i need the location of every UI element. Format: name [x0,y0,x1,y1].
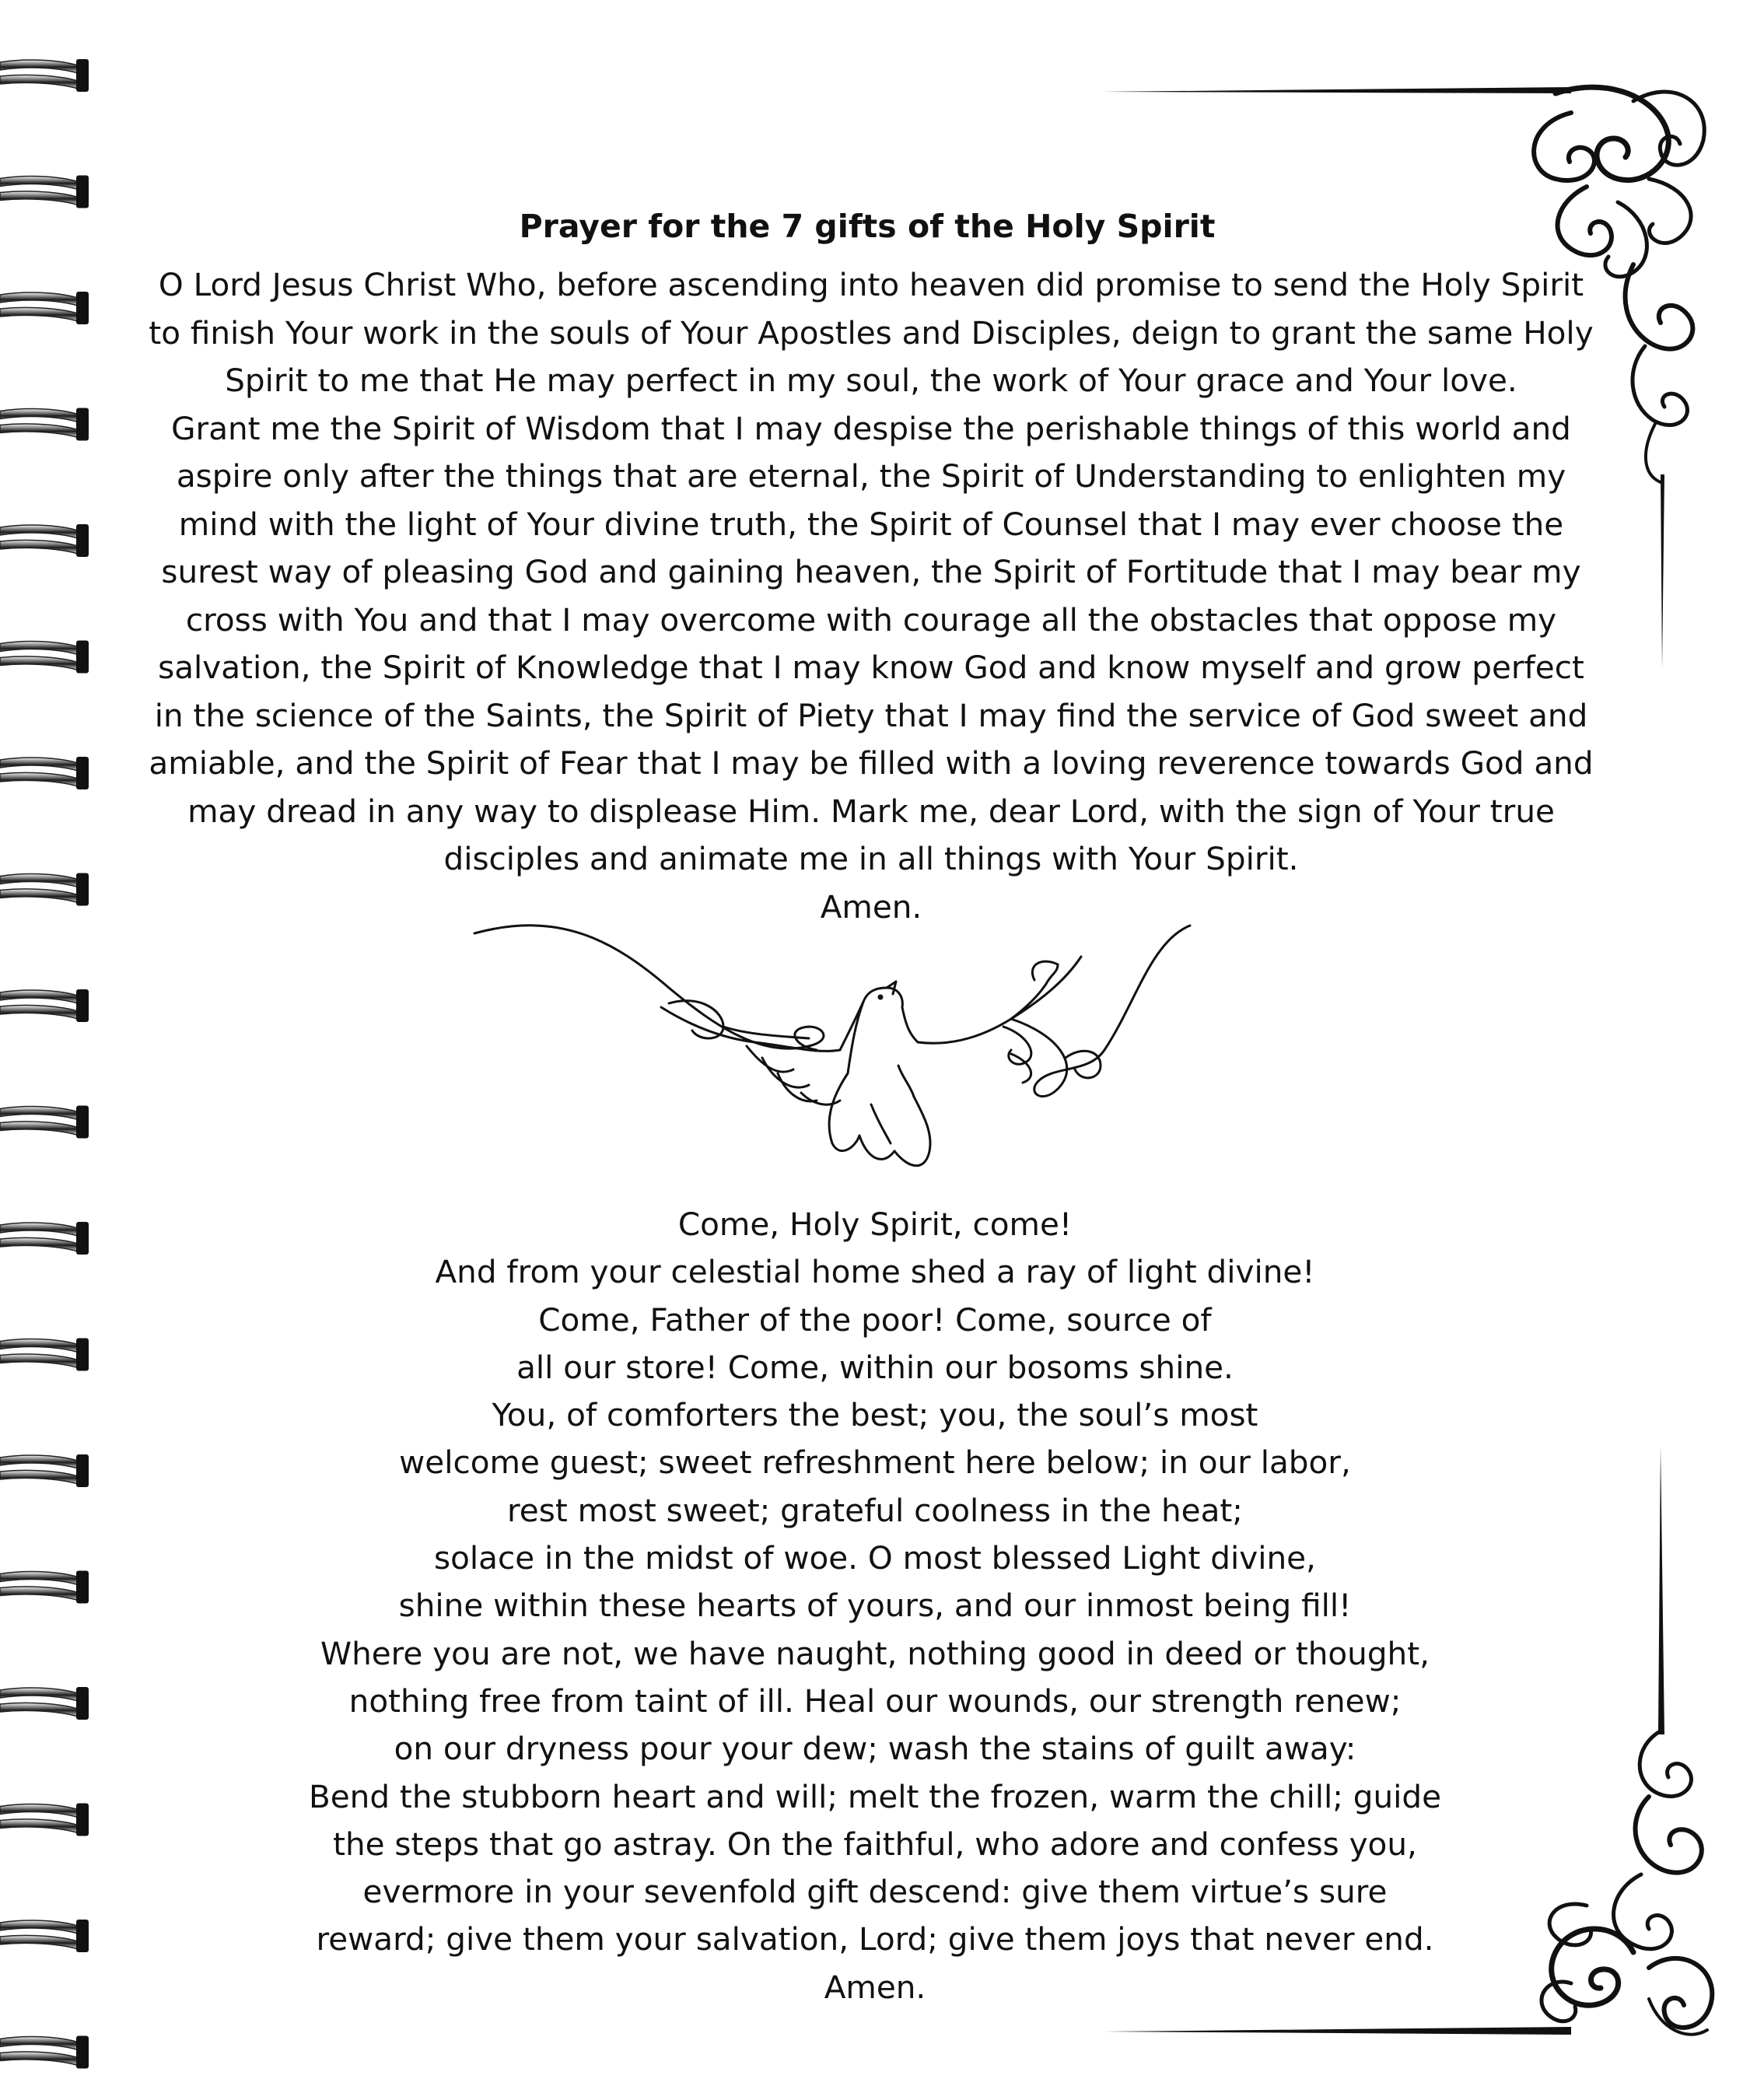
spiral-binding-icon [0,0,109,2100]
prayer-line: amiable, and the Spirit of Fear that I may be filled with a loving reverence towards God and [149,744,1594,782]
prayer-line: Spirit to me that He may perfect in my soul, the work of Your grace and Your love. [225,362,1517,399]
prayer-line: And from your celestial home shed a ray of light divine! [435,1253,1315,1291]
prayer-line: all our store! Come, within our bosoms shine. [516,1348,1234,1386]
binding-ring [0,873,89,906]
prayer-line: on our dryness pour your dew; wash the stains of guilt away: [394,1730,1356,1768]
prayer-line: the steps that go astray. On the faithful, who adore and confess you, [333,1825,1417,1863]
binding-ring [0,1687,89,1720]
prayer-line: salvation, the Spirit of Knowledge that I may know God and know myself and grow perfect [158,649,1584,686]
binding-ring [0,524,89,557]
prayer-line: Come, Father of the poor! Come, source of [538,1300,1212,1339]
binding-ring [0,292,89,324]
binding-ring [0,1920,89,1952]
prayer-line: may dread in any way to displease Him. Mark me, dear Lord, with the sign of Your true [187,792,1555,830]
binding-ring [0,2036,89,2069]
prayer-line: Grant me the Spirit of Wisdom that I may despise the perishable things of this world and [171,409,1571,447]
binding-ring [0,59,89,92]
binding-ring [0,176,89,208]
page-title: Prayer for the 7 gifts of the Holy Spirit [519,208,1216,245]
prayer-amen: Amen. [824,1968,926,2006]
prayer-line: Bend the stubborn heart and will; melt the frozen, warm the chill; guide [308,1777,1441,1815]
prayer-line: Come, Holy Spirit, come! [677,1206,1073,1243]
prayer-line: Where you are not, we have naught, nothing good in deed or thought, [320,1634,1430,1672]
prayer-line: nothing free from taint of ill. Heal our wounds, our strength renew; [348,1682,1402,1720]
prayer-line: in the science of the Saints, the Spirit of Piety that I may find the service of God sweet and [154,696,1588,734]
binding-ring [0,1339,89,1371]
prayer-line: You, of comforters the best; you, the soul’s most [492,1396,1258,1434]
prayer-amen: Amen. [820,887,922,926]
prayer-line: reward; give them your salvation, Lord; give them joys that never end. [316,1920,1434,1958]
binding-ring [0,1804,89,1836]
prayer-line: rest most sweet; grateful coolness in the heat; [507,1491,1243,1529]
prayer-line: disciples and animate me in all things with Your Spirit. [443,840,1299,877]
prayer-line: O Lord Jesus Christ Who, before ascending into heaven did promise to send the Holy Spirit [158,266,1584,303]
binding-ring [0,989,89,1022]
prayer-line: evermore in your sevenfold gift descend: give them virtue’s sure [362,1873,1388,1911]
prayer-seven-gifts [117,261,1626,931]
binding-ring [0,641,89,674]
prayer-line: surest way of pleasing God and gaining heaven, the Spirit of Fortitude that I may bear my [161,553,1581,590]
prayer-line: cross with You and that I may overcome with courage all the obstacles that oppose my [185,600,1557,639]
prayer-line: solace in the midst of woe. O most blessed Light divine, [434,1539,1316,1577]
prayer-line: mind with the light of Your divine truth, the Spirit of Counsel that I may ever choose the [178,505,1564,543]
prayer-line: to finish Your work in the souls of Your Apostles and Disciples, deign to grant the same Holy [149,313,1594,352]
prayer-line: aspire only after the things that are eternal, the Spirit of Understanding to enlighten my [176,457,1566,495]
binding-ring [0,1454,89,1487]
binding-ring [0,1571,89,1604]
prayer-line: welcome guest; sweet refreshment here below; in our labor, [399,1444,1351,1482]
prayer-come-holy-spirit [233,1201,1517,2011]
dove-line-art-icon [467,910,1221,1198]
binding-ring [0,408,89,441]
binding-ring [0,757,89,789]
binding-ring [0,1106,89,1139]
prayer-line: shine within these hearts of yours, and our inmost being fill! [398,1587,1352,1625]
binding-ring [0,1222,89,1255]
